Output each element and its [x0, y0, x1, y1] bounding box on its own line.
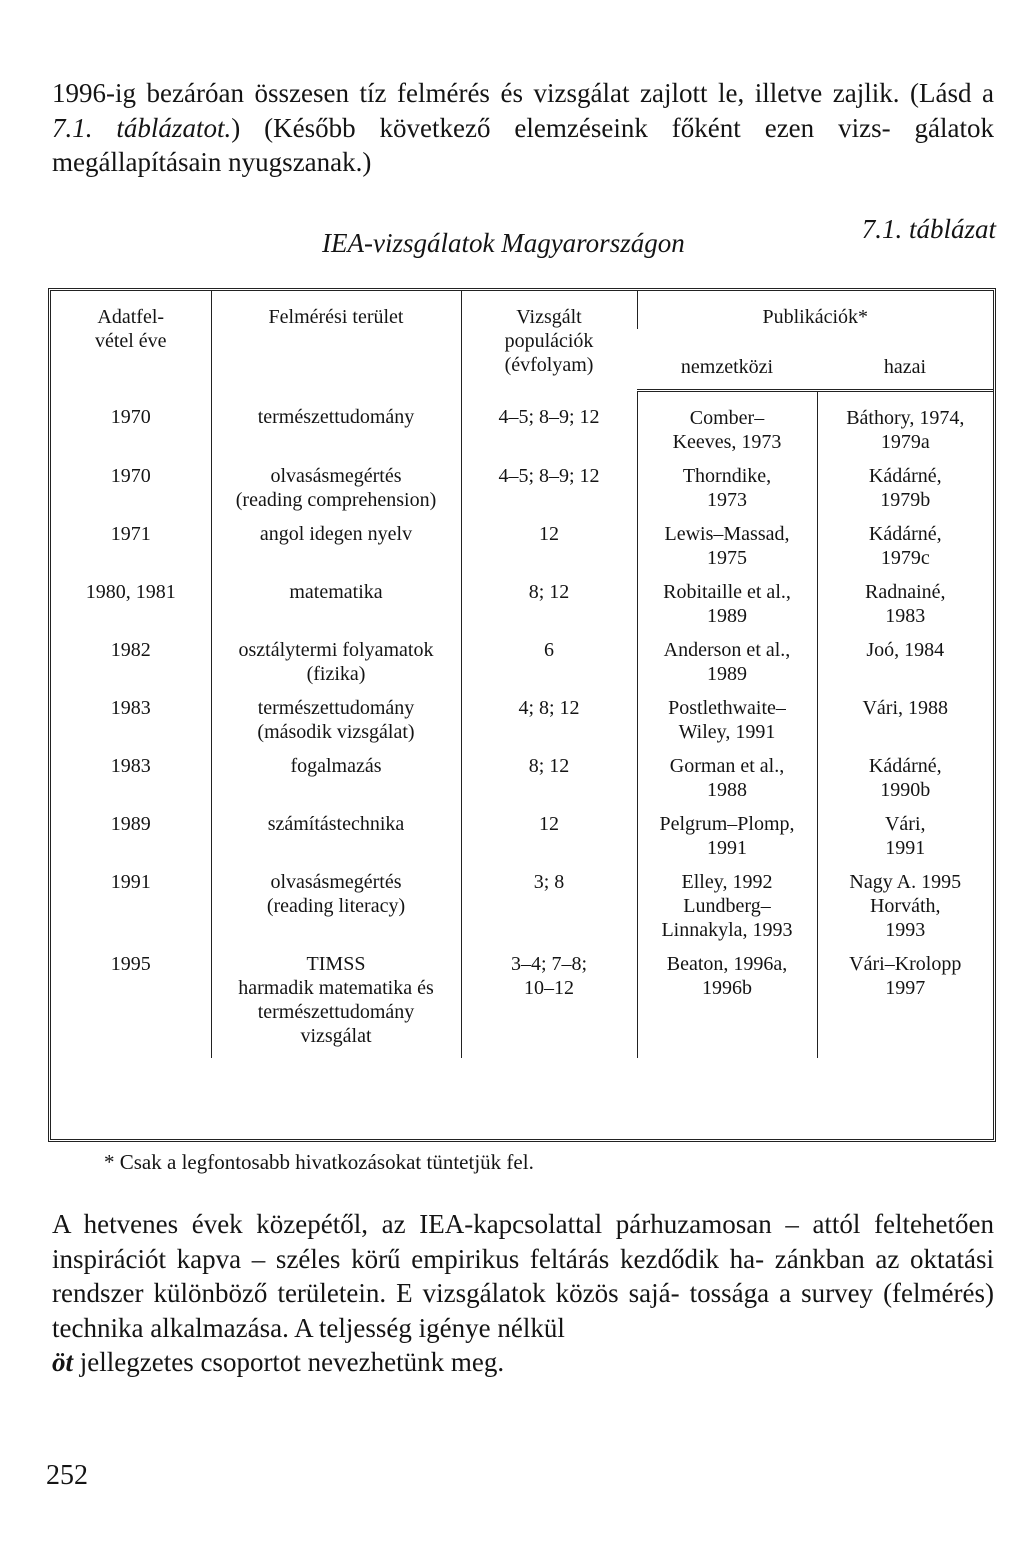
cell-line: Vári–Krolopp	[849, 953, 962, 975]
cell-area	[211, 696, 461, 754]
cell-year: 1989	[110, 813, 151, 835]
cell-line: Beaton, 1996a,	[666, 953, 788, 975]
body-line-1: A hetvenes évek közepétől, az IEA-kapcsolattal párhuzamosan – attól	[52, 1209, 861, 1239]
cell-population	[461, 580, 637, 638]
cell-line: Linnakyla, 1993	[661, 919, 793, 941]
cell-population	[461, 522, 637, 580]
cell-domestic	[817, 696, 993, 754]
table-number: 7.1. táblázat	[861, 214, 996, 244]
cell-line: fogalmazás	[290, 755, 382, 777]
cell-line: vétel éve	[94, 330, 167, 352]
cell-line: Pelgrum–Plomp,	[659, 813, 795, 835]
cell-line: 1973	[707, 489, 747, 511]
cell-line: Gorman et al.,	[669, 755, 785, 777]
cell-line: Anderson et al.,	[663, 639, 791, 661]
cell-line: Thorndike,	[682, 465, 772, 487]
cell-line: Kádárné,	[868, 523, 942, 545]
cell-line: olvasásmegértés	[270, 465, 402, 487]
cell-line: 4–5; 8–9; 12	[498, 405, 600, 428]
cell-line: matematika	[289, 581, 383, 603]
header-international-label: nemzetközi	[680, 356, 774, 378]
cell-international	[637, 522, 817, 580]
cell-line: Lundberg–	[683, 895, 771, 917]
body-line-3: zánkban az oktatási rendszer különböző területein. E vizsgálatok közös sajá-	[52, 1243, 994, 1308]
cell-line: 1975	[707, 547, 747, 569]
cell-line: Vári, 1988	[862, 697, 949, 719]
intro-line-2a: (Lásd a	[910, 78, 995, 108]
cell-population	[461, 870, 637, 952]
cell-line: természettudomány	[257, 697, 415, 719]
cell-domestic	[817, 522, 993, 580]
cell-domestic	[817, 754, 993, 812]
cell-line: (fizika)	[306, 663, 366, 685]
header-domestic	[817, 329, 993, 391]
table-row	[51, 580, 993, 638]
cell-line: 8; 12	[528, 581, 570, 603]
table-row	[51, 870, 993, 952]
cell-year: 1971	[110, 523, 151, 545]
cell-line: Vári,	[884, 813, 926, 835]
cell-area	[211, 391, 461, 465]
cell-line: harmadik matematika és	[238, 977, 434, 999]
cell-year: 1980, 1981	[85, 581, 176, 603]
cell-line: Nagy A. 1995	[849, 871, 962, 893]
header-area	[211, 291, 461, 391]
table-row	[51, 464, 993, 522]
cell-international	[637, 952, 817, 1058]
cell-line: angol idegen nyelv	[259, 523, 413, 545]
cell-international	[637, 754, 817, 812]
cell-line: vizsgálat	[300, 1025, 372, 1047]
header-publications: Publikációk*	[637, 291, 993, 329]
cell-domestic	[817, 391, 993, 465]
cell-line: Vizsgált	[516, 306, 582, 328]
body-line-2: feltehetően inspirációt kapva – széles körű empirikus feltárás kezdődik ha-	[52, 1209, 994, 1274]
cell-international	[637, 812, 817, 870]
cell-line: Adatfel-	[97, 306, 165, 328]
header-year	[51, 291, 211, 391]
table-row	[51, 522, 993, 580]
cell-line: 1997	[885, 977, 926, 999]
cell-line: 1996b	[702, 977, 752, 999]
cell-international	[637, 638, 817, 696]
cell-line: 10–12	[524, 977, 574, 999]
cell-line: Keeves, 1973	[672, 431, 782, 453]
cell-area	[211, 870, 461, 952]
table-row	[51, 391, 993, 465]
cell-line: természettudomány	[257, 1001, 415, 1023]
cell-line: (reading comprehension)	[235, 489, 437, 511]
cell-line: 1988	[707, 779, 747, 801]
cell-line: 1989	[707, 605, 747, 627]
cell-year: 1982	[110, 639, 151, 661]
cell-line: természettudomány	[257, 405, 415, 428]
table-reference: 7.1. táblázatot.	[52, 112, 232, 143]
cell-international	[637, 870, 817, 952]
emphasis-five: öt	[52, 1347, 74, 1377]
cell-line: 3–4; 7–8;	[510, 953, 588, 975]
cell-line: TIMSS	[306, 953, 366, 975]
cell-line: 12	[539, 813, 559, 835]
cell-population	[461, 391, 637, 465]
cell-line: osztálytermi folyamatok	[238, 639, 434, 661]
intro-line-2b: ) (Később következő elemzéseink főként ezen vizs-	[231, 112, 891, 143]
intro-paragraph	[52, 76, 994, 180]
cell-line: 1993	[885, 919, 926, 941]
cell-line: Kádárné,	[868, 755, 942, 777]
intro-line-1: 1996-ig bezáróan összesen tíz felmérés és vizsgálat zajlott le, illetve zajlik.	[52, 78, 900, 108]
cell-line: Postlethwaite–	[668, 697, 786, 719]
cell-line: Horváth,	[869, 895, 941, 917]
table-row	[51, 952, 993, 1058]
cell-international	[637, 391, 817, 465]
header-population	[461, 291, 637, 391]
cell-line: 8; 12	[528, 755, 570, 777]
cell-line: 4–5; 8–9; 12	[498, 465, 600, 487]
table-title: IEA-vizsgálatok Magyarországon	[322, 228, 685, 258]
cell-line: Wiley, 1991	[678, 721, 776, 743]
cell-area	[211, 638, 461, 696]
cell-population	[461, 696, 637, 754]
cell-domestic	[817, 464, 993, 522]
cell-population	[461, 754, 637, 812]
cell-international	[637, 696, 817, 754]
cell-domestic	[817, 952, 993, 1058]
cell-line: Lewis–Massad,	[664, 523, 790, 545]
cell-line: olvasásmegértés	[270, 871, 402, 893]
cell-area	[211, 464, 461, 522]
cell-line: Báthory, 1974,	[846, 407, 965, 429]
cell-line: Robitaille et al.,	[663, 581, 791, 603]
cell-line: (második vizsgálat)	[257, 721, 415, 743]
cell-year: 1983	[110, 697, 151, 719]
cell-line: 4; 8; 12	[518, 697, 580, 719]
cell-line: (reading literacy)	[266, 895, 406, 917]
cell-year: 1991	[110, 871, 151, 893]
cell-line: 1990b	[880, 779, 931, 801]
table-row	[51, 638, 993, 696]
cell-line: Felmérési terület	[268, 306, 404, 328]
cell-area	[211, 812, 461, 870]
cell-line: 3; 8	[533, 871, 565, 893]
cell-line: 6	[544, 639, 554, 661]
table-body	[51, 391, 993, 1059]
cell-year: 1970	[110, 465, 151, 487]
cell-area	[211, 952, 461, 1058]
table-row	[51, 754, 993, 812]
header-international	[637, 329, 817, 391]
intro-line-3: gálatok megállapításain nyugszanak.)	[52, 112, 994, 177]
cell-international	[637, 464, 817, 522]
cell-year: 1970	[110, 405, 151, 428]
cell-line: Kádárné,	[868, 465, 942, 487]
page-number: 252	[46, 1460, 88, 1491]
body-line-5: jellegzetes csoportot nevezhetünk meg.	[73, 1347, 505, 1377]
cell-line: 1979a	[880, 431, 930, 453]
cell-line: 1983	[885, 605, 926, 627]
table-row	[51, 812, 993, 870]
cell-domestic	[817, 812, 993, 870]
cell-international	[637, 580, 817, 638]
cell-line: Joó, 1984	[866, 639, 945, 661]
cell-line: Elley, 1992	[681, 871, 773, 893]
body-line-4: tossága a survey (felmérés) technika alkalmazása. A teljesség igénye nélkül	[52, 1278, 994, 1343]
cell-year: 1995	[110, 953, 151, 975]
cell-year: 1983	[110, 755, 151, 777]
table-row	[51, 696, 993, 754]
cell-line: populációk	[504, 330, 594, 352]
cell-area	[211, 580, 461, 638]
cell-line: számítástechnika	[267, 813, 405, 835]
cell-line: (évfolyam)	[504, 354, 594, 376]
cell-line: 1991	[707, 837, 747, 859]
cell-population	[461, 812, 637, 870]
cell-population	[461, 464, 637, 522]
cell-line: 12	[539, 523, 559, 545]
cell-domestic	[817, 870, 993, 952]
cell-domestic	[817, 580, 993, 638]
cell-population	[461, 638, 637, 696]
iea-table	[48, 288, 996, 1142]
cell-line: 1979c	[880, 547, 930, 569]
footnote: * Csak a legfontosabb hivatkozásokat tüntetjük fel.	[104, 1150, 534, 1174]
cell-line: Comber–	[689, 407, 765, 429]
cell-line: 1989	[707, 663, 747, 685]
cell-area	[211, 754, 461, 812]
header-domestic-label: hazai	[883, 356, 927, 378]
cell-line: 1991	[885, 837, 926, 859]
cell-line: Radnainé,	[864, 581, 946, 603]
cell-line: 1979b	[880, 489, 931, 511]
cell-population	[461, 952, 637, 1058]
cell-domestic	[817, 638, 993, 696]
cell-area	[211, 522, 461, 580]
body-paragraph	[52, 1207, 994, 1380]
